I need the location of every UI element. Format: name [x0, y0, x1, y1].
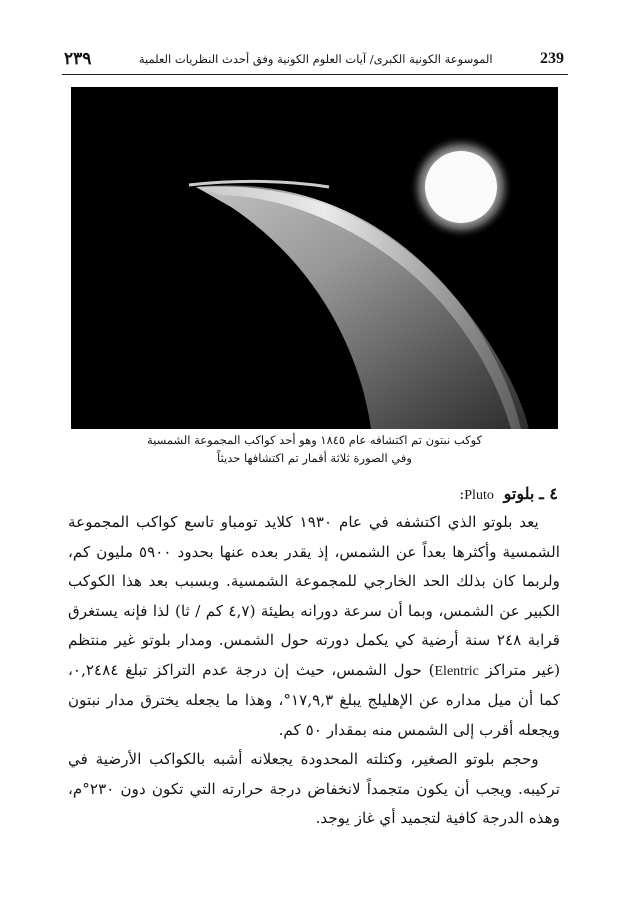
page-number-latin: 239	[540, 50, 564, 67]
header-rule	[62, 74, 568, 75]
section-title-latin: Pluto	[464, 488, 494, 503]
caption-line-1: كوكب نبتون تم اكتشافه عام ١٨٤٥ وهو أحد كواكب المجموعة الشمسية	[146, 433, 483, 447]
section-colon: :	[459, 485, 465, 503]
paragraph-1-latin: Elentric	[434, 663, 479, 679]
neptune-photo	[71, 87, 558, 429]
section-number: ٤ ـ	[539, 484, 558, 503]
caption-line-2: وفي الصورة ثلاثة أقمار تم اكتشافها حديثاً	[217, 451, 412, 465]
page-number-arabic: ٢٣٩	[64, 49, 92, 69]
section-title: بلوتو	[503, 484, 535, 503]
body-text	[68, 508, 560, 834]
neptune-photo-image	[71, 87, 558, 429]
running-title: الموسوعة الكونية الكبرى/ آيات العلوم الكونية وفق أحدث النظريات العلمية	[138, 52, 493, 66]
paragraph-2: وحجم بلوتو الصغير، وكتلته المحدودة يجعلانه أشبه بالكواكب الأرضية في تركيبه. ويجب أن يكون متجمداً لانخفاض درجة حرارته التي تكون دون ٢٣٠°م، وهذه الدرجة كافية لتجميد أي غاز يوجد.	[68, 750, 560, 827]
figure-caption	[71, 431, 558, 467]
section-heading	[78, 484, 558, 504]
paragraph-1-part-2: ) حول الشمس، حيث إن درجة عدم التراكز تبلغ ٠,٢٤٨٤، كما أن ميل مداره عن الإهليلج يبلغ ١٧,٩,٣°، وهذا ما يجعله يخترق مدار نبتون ويجعله أقرب إلى الشمس منه بمقدار ٥٠ كم.	[68, 660, 560, 739]
paragraph-1-part-1: يعد بلوتو الذي اكتشفه في عام ١٩٣٠ كلايد تومباو تاسع كواكب المجموعة الشمسية وأكثرها بعداً عن الشمس، إذ يقدر بعده عنها بحدود ٥٩٠٠ مليون كم، ولربما كان بذلك الحد الخارجي للمجموعة الشمسية. وبسبب بعد هذا الكوكب الكبير عن الشمس، وبما أن سرعة دورانه بطيئة (٤,٧ كم / ثا) لذا فإنه يستغرق قرابة ٢٤٨ سنة أرضية كي يكمل دورته حول الشمس. ومدار بلوتو غير منتظم (غير متراكز	[68, 513, 561, 679]
sun-disc	[425, 151, 497, 223]
paragraph-1	[68, 508, 560, 745]
page-header	[64, 46, 564, 72]
